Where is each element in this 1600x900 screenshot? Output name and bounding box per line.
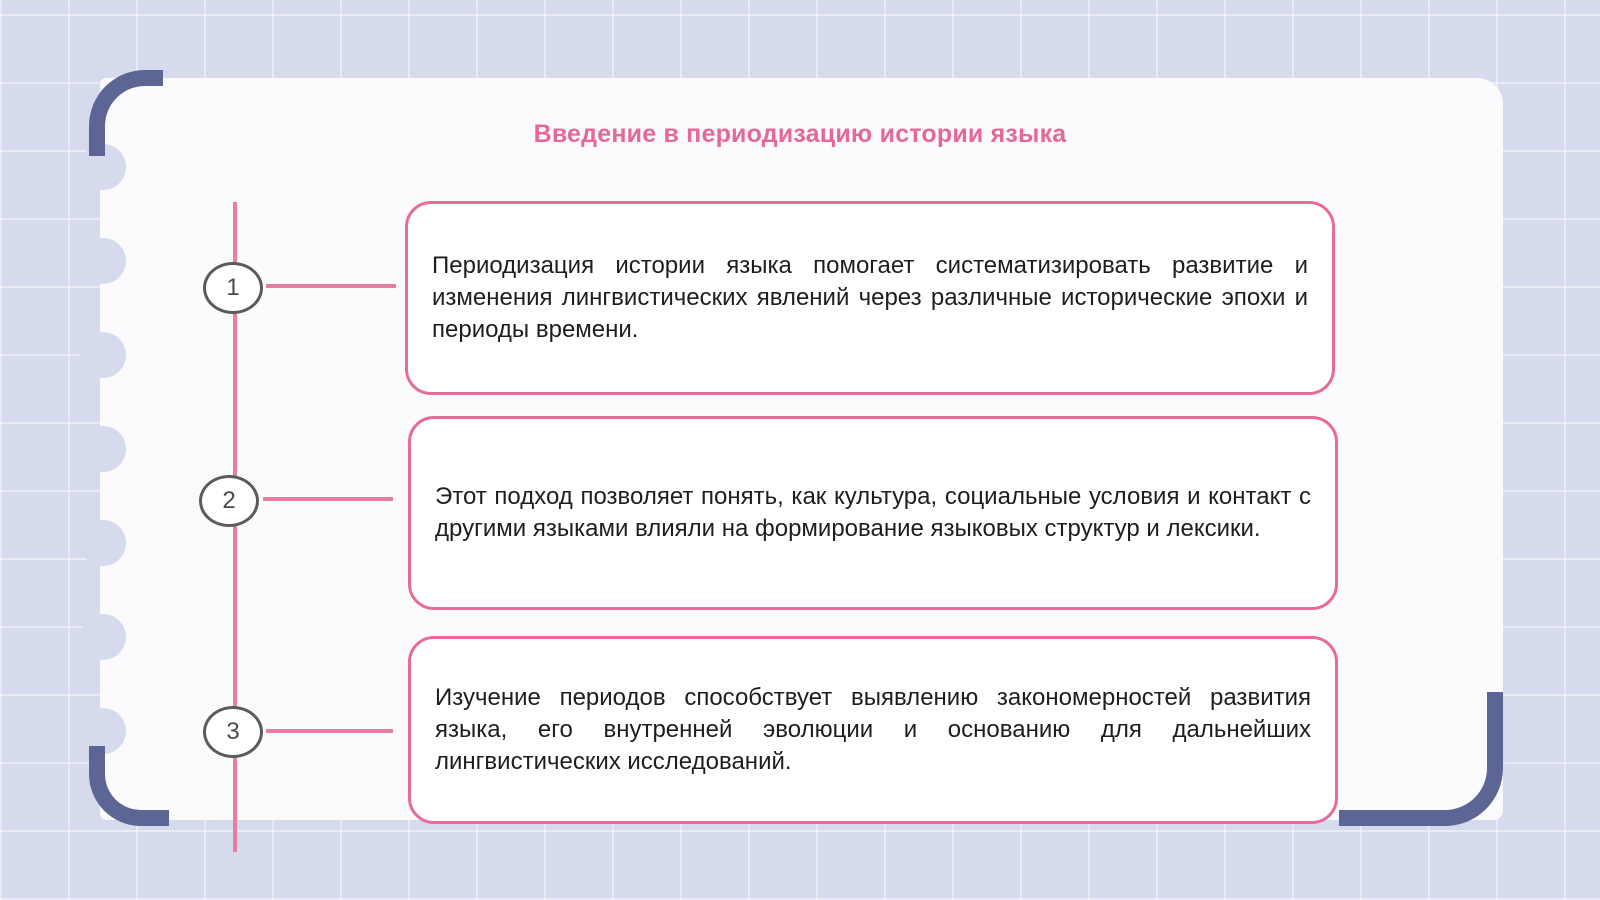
text-box-2 — [408, 416, 1338, 610]
card-edge-notch — [80, 614, 126, 660]
text-box-3 — [408, 636, 1338, 824]
corner-bracket-bottom-right — [1339, 692, 1503, 826]
step-text: Изучение периодов способствует выявлению закономерностей развития языка, его внутренней эволюции и основанию для дальнейших лингвистических исследований. — [435, 684, 1311, 775]
step-marker-2 — [199, 475, 259, 527]
step-marker-3 — [203, 706, 263, 758]
card-edge-notch — [80, 332, 126, 378]
card-edge-notch — [80, 238, 126, 284]
timeline-connector-2 — [263, 497, 393, 501]
timeline-connector-1 — [266, 284, 396, 288]
step-text: Периодизация истории языка помогает систематизировать развитие и изменения лингвистических явлений через различные исторические эпохи и периоды времени. — [432, 252, 1308, 343]
text-box-1 — [405, 201, 1335, 395]
timeline-connector-3 — [266, 729, 393, 733]
step-number: 1 — [226, 274, 240, 301]
slide-title: Введение в периодизацию истории языка — [533, 120, 1067, 148]
step-number: 2 — [222, 487, 236, 514]
step-text: Этот подход позволяет понять, как культура, социальные условия и контакт с другими языками влияли на формирование языковых структур и лексики. — [435, 483, 1311, 542]
step-marker-1 — [203, 262, 263, 314]
step-number: 3 — [226, 718, 240, 745]
card-edge-notch — [80, 426, 126, 472]
card-edge-notch — [80, 520, 126, 566]
